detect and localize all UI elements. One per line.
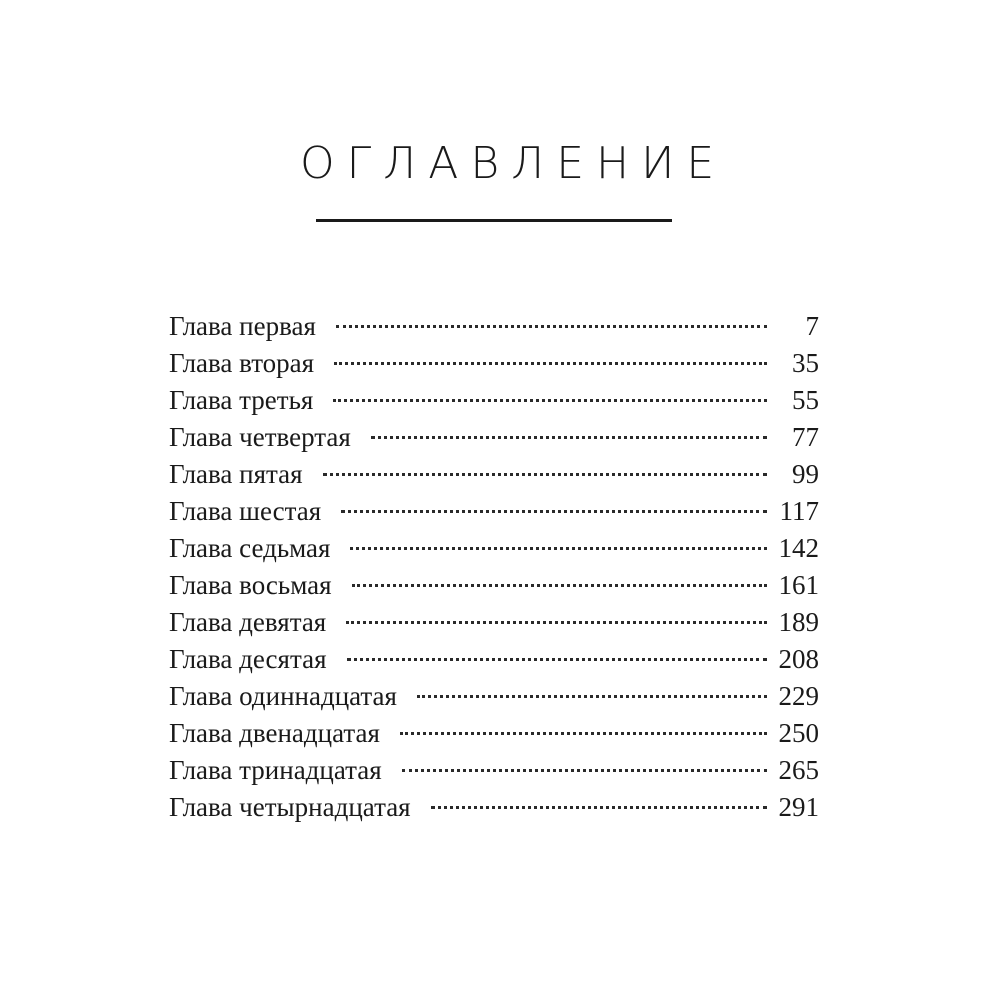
toc-entry[interactable] <box>169 382 819 419</box>
toc-entry-label: Глава пятая <box>169 459 303 489</box>
toc-dot-leader <box>334 362 767 365</box>
toc-entry[interactable] <box>169 715 819 752</box>
toc-entry-label: Глава одиннадцатая <box>169 681 397 711</box>
toc-entry-label: Глава четырнадцатая <box>169 792 411 822</box>
toc-dot-leader <box>333 399 767 402</box>
toc-page-number: 142 <box>778 533 819 563</box>
toc-entry-label: Глава четвертая <box>169 422 351 452</box>
toc-entry[interactable] <box>169 308 819 345</box>
toc-entry[interactable] <box>169 567 819 604</box>
toc-entry-label: Глава тринадцатая <box>169 755 382 785</box>
toc-page-number: 208 <box>778 644 819 674</box>
toc-page-number: 161 <box>778 570 819 600</box>
title-underline <box>316 219 672 222</box>
toc-entry-label: Глава восьмая <box>169 570 332 600</box>
toc-entry-label: Глава третья <box>169 385 314 415</box>
toc-page-number: 35 <box>792 348 819 378</box>
toc-entry-label: Глава двенадцатая <box>169 718 380 748</box>
toc-page-number: 117 <box>779 496 819 526</box>
toc-page-number: 77 <box>792 422 819 452</box>
toc-entry-label: Глава вторая <box>169 348 315 378</box>
page-title: ОГЛАВЛЕНИЕ <box>300 138 727 189</box>
toc-entry[interactable] <box>169 678 819 715</box>
toc-dot-leader <box>346 621 766 624</box>
toc-entry[interactable] <box>169 345 819 382</box>
toc-entry[interactable] <box>169 493 819 530</box>
toc-dot-leader <box>347 658 767 661</box>
toc-page-number: 99 <box>792 459 819 489</box>
toc-dot-leader <box>352 584 767 587</box>
toc-entry-label: Глава десятая <box>169 644 327 674</box>
toc-entry[interactable] <box>169 530 819 567</box>
toc-dot-leader <box>371 436 767 439</box>
toc-dot-leader <box>400 732 767 735</box>
toc-dot-leader <box>417 695 767 698</box>
toc-entry[interactable] <box>169 456 819 493</box>
toc-entry[interactable] <box>169 604 819 641</box>
toc-page-number: 55 <box>792 385 819 415</box>
toc-entry-label: Глава первая <box>169 311 316 341</box>
toc-dot-leader <box>341 510 767 513</box>
toc-entry[interactable] <box>169 641 819 678</box>
toc-entry[interactable] <box>169 419 819 456</box>
toc-entry-label: Глава седьмая <box>169 533 331 563</box>
toc-entry-label: Глава девятая <box>169 607 327 637</box>
toc-dot-leader <box>350 547 766 550</box>
toc-entry[interactable] <box>169 789 819 826</box>
toc-dot-leader <box>402 769 767 772</box>
toc-dot-leader <box>336 325 767 328</box>
toc-page-number: 229 <box>778 681 819 711</box>
toc-page-number: 7 <box>805 311 819 341</box>
table-of-contents <box>169 308 819 826</box>
toc-page-number: 265 <box>778 755 819 785</box>
toc-entry[interactable] <box>169 752 819 789</box>
toc-dot-leader <box>323 473 767 476</box>
toc-page-number: 250 <box>778 718 819 748</box>
toc-entry-label: Глава шестая <box>169 496 322 526</box>
toc-dot-leader <box>431 806 767 809</box>
toc-page-number: 291 <box>778 792 819 822</box>
toc-page-number: 189 <box>778 607 819 637</box>
